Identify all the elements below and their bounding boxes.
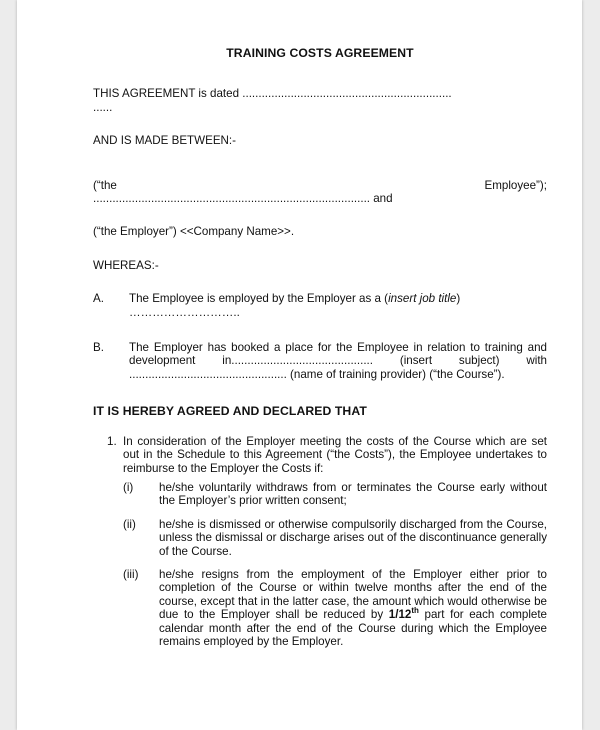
recital-a-body — [129, 292, 547, 319]
sub-iii-fraction — [389, 608, 419, 621]
clause-1-text: In consideration of the Employer meeting the costs of the Course which are set out in the Schedule to this Agreement (“the Costs”), the Employee undertakes to reimburse to the Employer the Costs if: — [123, 434, 547, 475]
sub-iii-text-before: he/she resigns from the employment of the Employer either prior to completion of the Course or within twelve months after the end of the course, except that in the latter case, the amount which would otherwise be due to the Employer shall be reduced by — [159, 567, 547, 622]
sub-iii-text-after: part for each complete calendar month after the end of the Course during which the Employee remains employed by the Employer. — [159, 608, 548, 648]
recital-a — [93, 292, 547, 319]
clause-1-sub-ii — [123, 518, 547, 558]
recital-b — [93, 341, 547, 381]
sub-iii-fraction-suffix: th — [411, 606, 419, 616]
recital-a-text-after: ) — [456, 292, 461, 306]
recital-b-mark: B. — [93, 341, 104, 355]
sub-ii-text: he/she is dismissed or otherwise compulsorily discharged from the Course, unless the dismissal or discharge arises out of the discontinuance generally of the Course. — [159, 517, 547, 558]
recital-b-text: The Employer has booked a place for the Employee in relation to training and development in............................................ (insert subject) with ................................................. (name of training provider) (“the Course”). — [129, 341, 547, 381]
recital-a-dots: ……………………….. — [129, 305, 240, 319]
party-employee-dots: ...................................................................................... and — [93, 192, 393, 206]
dated-line: THIS AGREEMENT is dated ................................................................. — [93, 87, 452, 101]
document-title: TRAINING COSTS AGREEMENT — [226, 46, 414, 60]
document-page — [17, 0, 582, 730]
party-employee-open: (“the — [93, 178, 117, 192]
clause-1-body — [123, 435, 547, 649]
sub-iii-fraction-value: 1/12 — [388, 608, 412, 622]
clause-1-number: 1. — [107, 434, 117, 448]
recital-a-text — [129, 292, 547, 305]
clause-1 — [107, 435, 547, 649]
sub-iii-text — [159, 568, 547, 648]
recital-a-mark: A. — [93, 292, 104, 306]
sub-iii-mark: (iii) — [123, 567, 139, 581]
recital-a-job-title: insert job title — [388, 292, 457, 306]
employer-line: (“the Employer”) <<Company Name>>. — [93, 225, 295, 239]
sub-i-mark: (i) — [123, 480, 134, 494]
document-body — [93, 47, 547, 648]
sub-ii-mark: (ii) — [123, 517, 136, 531]
recital-a-text-before: The Employee is employed by the Employer as a ( — [129, 292, 389, 306]
clause-1-sub-i — [123, 481, 547, 508]
whereas-heading: WHEREAS:- — [93, 258, 159, 272]
party-employee-label: Employee”); — [484, 178, 547, 192]
sub-i-text: he/she voluntarily withdraws from or terminates the Course early without the Employer’s prior written consent; — [159, 480, 547, 508]
between-line: AND IS MADE BETWEEN:- — [93, 134, 237, 148]
dated-line-continuation: ...... — [93, 100, 113, 114]
party-employee-line — [93, 179, 547, 192]
agreement-heading: IT IS HEREBY AGREED AND DECLARED THAT — [93, 404, 367, 419]
clause-1-sub-iii — [123, 568, 547, 648]
